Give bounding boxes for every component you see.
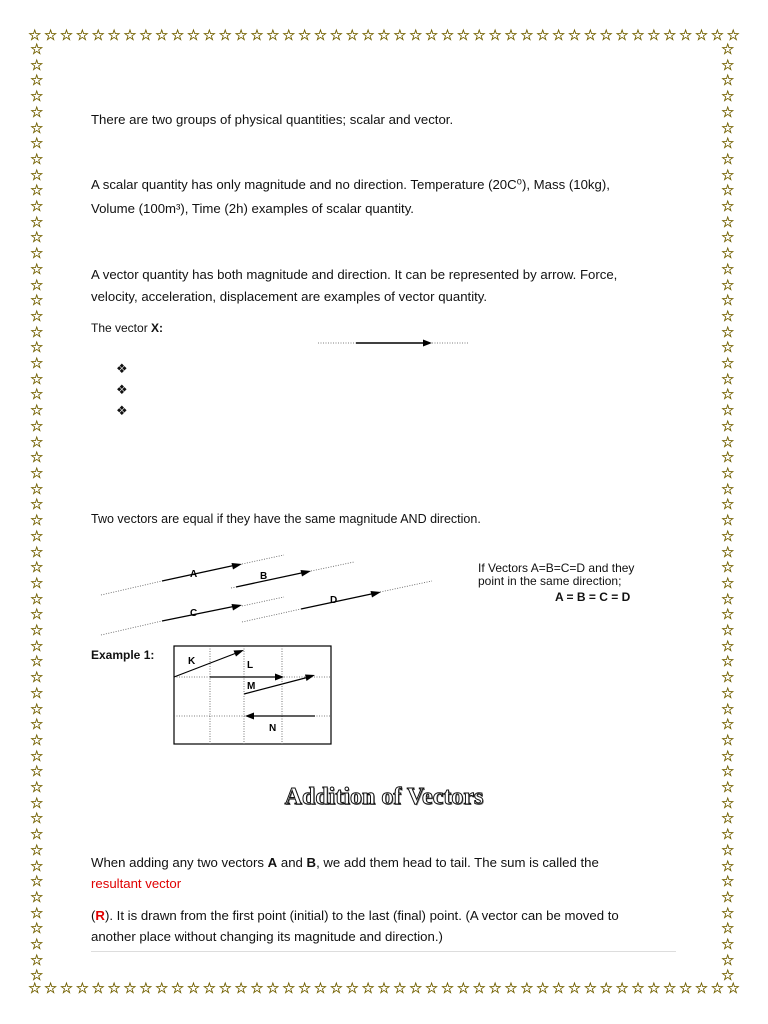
star-icon: ☆ bbox=[30, 779, 44, 797]
dotted-line-d-left bbox=[242, 609, 301, 622]
star-icon: ☆ bbox=[721, 464, 735, 482]
vector-b-arrow bbox=[236, 572, 306, 587]
star-icon: ☆ bbox=[536, 980, 550, 997]
star-icon: ☆ bbox=[721, 88, 735, 106]
star-icon: ☆ bbox=[721, 794, 735, 812]
star-icon: ☆ bbox=[520, 980, 534, 997]
dotted-line-c-left bbox=[101, 621, 162, 635]
star-icon: ☆ bbox=[721, 433, 735, 451]
star-icon: ☆ bbox=[567, 27, 582, 44]
star-icon: ☆ bbox=[30, 229, 44, 247]
equal-vectors-text: Two vectors are equal if they have the same magnitude AND direction. bbox=[91, 512, 481, 526]
star-icon: ☆ bbox=[721, 245, 735, 263]
star-icon: ☆ bbox=[30, 56, 44, 74]
star-icon: ☆ bbox=[678, 27, 693, 44]
star-icon: ☆ bbox=[721, 920, 735, 938]
vector-k-arrow bbox=[174, 652, 239, 677]
star-icon: ☆ bbox=[721, 904, 735, 922]
star-icon: ☆ bbox=[30, 951, 44, 969]
star-icon: ☆ bbox=[28, 980, 42, 997]
vector-m-arrowhead bbox=[305, 675, 315, 682]
star-icon: ☆ bbox=[30, 747, 44, 765]
star-icon: ☆ bbox=[28, 27, 42, 44]
bullet-item: ❖ bbox=[116, 403, 128, 418]
star-icon: ☆ bbox=[472, 27, 486, 44]
star-icon: ☆ bbox=[30, 150, 44, 168]
example-1-label: Example 1: bbox=[91, 648, 155, 662]
star-icon: ☆ bbox=[721, 182, 735, 200]
example-1-grid bbox=[172, 644, 334, 746]
star-icon: ☆ bbox=[721, 653, 735, 671]
star-icon: ☆ bbox=[30, 480, 44, 498]
star-icon: ☆ bbox=[139, 27, 153, 44]
star-icon: ☆ bbox=[721, 150, 735, 168]
star-icon: ☆ bbox=[721, 41, 735, 58]
star-icon: ☆ bbox=[170, 980, 185, 997]
star-icon: ☆ bbox=[30, 41, 44, 58]
star-icon: ☆ bbox=[504, 980, 518, 997]
scalar-line-1: A scalar quantity has only magnitude and no direction. Temperature (20C⁰), Mass (10kg), bbox=[91, 177, 610, 192]
star-icon: ☆ bbox=[313, 980, 328, 997]
note-line-1: If Vectors A=B=C=D and they bbox=[478, 561, 635, 575]
star-icon: ☆ bbox=[30, 72, 44, 90]
star-icon: ☆ bbox=[43, 27, 58, 44]
star-icon: ☆ bbox=[30, 182, 44, 200]
star-icon: ☆ bbox=[721, 543, 735, 561]
star-icon: ☆ bbox=[694, 980, 709, 997]
star-icon: ☆ bbox=[721, 166, 735, 184]
intro-text: There are two groups of physical quantities; scalar and vector. bbox=[91, 112, 454, 127]
star-icon: ☆ bbox=[91, 980, 105, 997]
star-icon: ☆ bbox=[313, 27, 328, 44]
star-icon: ☆ bbox=[30, 355, 44, 373]
star-icon: ☆ bbox=[551, 27, 566, 44]
star-icon: ☆ bbox=[647, 980, 661, 997]
star-icon: ☆ bbox=[297, 980, 312, 997]
star-icon: ☆ bbox=[615, 27, 629, 44]
star-icon: ☆ bbox=[361, 980, 375, 997]
star-icon: ☆ bbox=[377, 27, 391, 44]
star-icon: ☆ bbox=[721, 873, 735, 891]
star-icon: ☆ bbox=[583, 980, 598, 997]
vector-line-1: A vector quantity has both magnitude and direction. It can be represented by arrow. Force, bbox=[91, 267, 618, 282]
star-icon: ☆ bbox=[30, 496, 44, 514]
vector-c-arrow bbox=[162, 606, 236, 621]
star-icon: ☆ bbox=[710, 27, 725, 44]
star-icon: ☆ bbox=[30, 920, 44, 938]
vector-c-arrowhead bbox=[232, 604, 243, 611]
star-icon: ☆ bbox=[721, 747, 735, 765]
star-icon: ☆ bbox=[107, 980, 121, 997]
bullet-item: ❖ bbox=[116, 382, 128, 397]
star-icon: ☆ bbox=[488, 980, 502, 997]
star-icon: ☆ bbox=[721, 119, 735, 137]
star-icon: ☆ bbox=[345, 27, 359, 44]
label-c: C bbox=[190, 608, 198, 619]
star-icon: ☆ bbox=[721, 307, 735, 325]
star-icon: ☆ bbox=[424, 27, 439, 44]
star-icon: ☆ bbox=[30, 213, 44, 231]
star-border-left bbox=[30, 42, 43, 984]
star-icon: ☆ bbox=[721, 480, 735, 498]
star-icon: ☆ bbox=[123, 27, 137, 44]
star-icon: ☆ bbox=[721, 323, 735, 341]
star-icon: ☆ bbox=[250, 980, 264, 997]
star-icon: ☆ bbox=[536, 27, 550, 44]
star-icon: ☆ bbox=[30, 543, 44, 561]
star-icon: ☆ bbox=[721, 731, 735, 749]
star-icon: ☆ bbox=[551, 980, 566, 997]
scalar-line-2: Volume (100m³), Time (2h) examples of scalar quantity. bbox=[91, 201, 414, 216]
star-icon: ☆ bbox=[721, 574, 735, 592]
star-icon: ☆ bbox=[30, 464, 44, 482]
label-l: L bbox=[247, 660, 254, 671]
star-icon: ☆ bbox=[139, 980, 153, 997]
star-icon: ☆ bbox=[43, 980, 58, 997]
star-icon: ☆ bbox=[30, 590, 44, 608]
star-icon: ☆ bbox=[30, 653, 44, 671]
star-icon: ☆ bbox=[30, 276, 44, 294]
star-icon: ☆ bbox=[615, 980, 629, 997]
star-icon: ☆ bbox=[721, 496, 735, 514]
star-icon: ☆ bbox=[721, 622, 735, 640]
star-icon: ☆ bbox=[234, 27, 248, 44]
label-d: D bbox=[330, 595, 338, 606]
star-icon: ☆ bbox=[721, 512, 735, 530]
star-icon: ☆ bbox=[30, 527, 44, 545]
equal-vectors-diagram bbox=[96, 550, 436, 640]
star-icon: ☆ bbox=[361, 27, 375, 44]
star-icon: ☆ bbox=[721, 355, 735, 373]
star-icon: ☆ bbox=[218, 27, 232, 44]
star-icon: ☆ bbox=[721, 417, 735, 435]
star-icon: ☆ bbox=[30, 841, 44, 859]
star-icon: ☆ bbox=[250, 27, 264, 44]
vector-b-arrowhead bbox=[301, 570, 312, 577]
dotted-line-c-right bbox=[242, 597, 284, 606]
star-icon: ☆ bbox=[721, 198, 735, 216]
star-icon: ☆ bbox=[30, 323, 44, 341]
star-icon: ☆ bbox=[721, 527, 735, 545]
star-icon: ☆ bbox=[721, 716, 735, 734]
vector-a-bold: A bbox=[267, 855, 278, 870]
star-icon: ☆ bbox=[59, 980, 74, 997]
vector-a-arrowhead bbox=[232, 563, 243, 570]
dotted-line-b-right bbox=[311, 562, 354, 571]
star-icon: ☆ bbox=[721, 637, 735, 655]
star-icon: ☆ bbox=[30, 857, 44, 875]
star-icon: ☆ bbox=[721, 292, 735, 310]
star-icon: ☆ bbox=[721, 841, 735, 859]
star-icon: ☆ bbox=[424, 980, 439, 997]
star-icon: ☆ bbox=[456, 27, 471, 44]
star-icon: ☆ bbox=[266, 980, 280, 997]
star-icon: ☆ bbox=[440, 27, 455, 44]
star-icon: ☆ bbox=[721, 606, 735, 624]
star-icon: ☆ bbox=[30, 166, 44, 184]
star-icon: ☆ bbox=[30, 88, 44, 106]
star-icon: ☆ bbox=[599, 27, 613, 44]
star-icon: ☆ bbox=[91, 27, 105, 44]
star-icon: ☆ bbox=[329, 27, 344, 44]
vector-l-arrowhead bbox=[275, 674, 284, 681]
star-icon: ☆ bbox=[266, 27, 280, 44]
vector-x-arrowhead bbox=[423, 340, 432, 347]
star-icon: ☆ bbox=[409, 27, 423, 44]
resultant-vector-term: resultant vector bbox=[91, 876, 182, 891]
star-icon: ☆ bbox=[30, 417, 44, 435]
vector-x-label bbox=[91, 318, 163, 339]
star-icon: ☆ bbox=[599, 980, 613, 997]
star-icon: ☆ bbox=[30, 716, 44, 734]
star-icon: ☆ bbox=[721, 810, 735, 828]
star-icon: ☆ bbox=[75, 980, 90, 997]
divider bbox=[91, 951, 676, 952]
note-line-3: A = B = C = D bbox=[555, 590, 631, 604]
star-icon: ☆ bbox=[721, 72, 735, 90]
star-icon: ☆ bbox=[59, 27, 74, 44]
star-icon: ☆ bbox=[30, 904, 44, 922]
star-icon: ☆ bbox=[694, 27, 709, 44]
label-b: B bbox=[260, 571, 268, 582]
star-icon: ☆ bbox=[721, 135, 735, 153]
star-icon: ☆ bbox=[721, 684, 735, 702]
star-icon: ☆ bbox=[721, 213, 735, 231]
star-icon: ☆ bbox=[30, 606, 44, 624]
star-icon: ☆ bbox=[30, 512, 44, 530]
vector-x-prefix: The vector bbox=[91, 321, 152, 335]
star-icon: ☆ bbox=[721, 449, 735, 467]
star-icon: ☆ bbox=[504, 27, 518, 44]
star-icon: ☆ bbox=[30, 669, 44, 687]
star-icon: ☆ bbox=[721, 888, 735, 906]
star-icon: ☆ bbox=[234, 980, 248, 997]
star-icon: ☆ bbox=[721, 103, 735, 121]
dotted-line-b-left bbox=[231, 587, 236, 588]
star-icon: ☆ bbox=[297, 27, 312, 44]
star-icon: ☆ bbox=[409, 980, 423, 997]
addition-text-b: and bbox=[277, 855, 307, 870]
label-n: N bbox=[269, 723, 277, 734]
star-icon: ☆ bbox=[30, 449, 44, 467]
star-icon: ☆ bbox=[567, 980, 582, 997]
bullet-item: ❖ bbox=[116, 361, 128, 376]
vector-n-arrowhead bbox=[245, 713, 254, 720]
star-icon: ☆ bbox=[710, 980, 725, 997]
star-icon: ☆ bbox=[721, 779, 735, 797]
star-icon: ☆ bbox=[726, 980, 740, 997]
addition-text-c: , we add them head to tail. The sum is called the bbox=[316, 855, 599, 870]
star-icon: ☆ bbox=[345, 980, 359, 997]
note-line-2: point in the same direction; bbox=[478, 574, 622, 588]
star-icon: ☆ bbox=[721, 229, 735, 247]
star-icon: ☆ bbox=[30, 119, 44, 137]
star-icon: ☆ bbox=[663, 980, 677, 997]
star-icon: ☆ bbox=[30, 339, 44, 357]
label-k: K bbox=[188, 656, 196, 667]
star-icon: ☆ bbox=[440, 980, 455, 997]
star-icon: ☆ bbox=[721, 826, 735, 844]
star-icon: ☆ bbox=[721, 559, 735, 577]
star-icon: ☆ bbox=[30, 260, 44, 278]
star-icon: ☆ bbox=[30, 731, 44, 749]
star-icon: ☆ bbox=[30, 386, 44, 404]
star-icon: ☆ bbox=[393, 27, 407, 44]
star-icon: ☆ bbox=[678, 980, 693, 997]
star-icon: ☆ bbox=[75, 27, 90, 44]
star-icon: ☆ bbox=[202, 27, 217, 44]
star-icon: ☆ bbox=[721, 700, 735, 718]
star-icon: ☆ bbox=[329, 980, 344, 997]
star-icon: ☆ bbox=[30, 559, 44, 577]
star-icon: ☆ bbox=[155, 27, 169, 44]
star-icon: ☆ bbox=[218, 980, 232, 997]
star-icon: ☆ bbox=[30, 700, 44, 718]
star-icon: ☆ bbox=[30, 873, 44, 891]
addition-line-3-text: ). It is drawn from the first point (initial) to the last (final) point. (A vector can be moved to bbox=[104, 908, 619, 923]
star-icon: ☆ bbox=[472, 980, 486, 997]
star-icon: ☆ bbox=[726, 27, 740, 44]
star-icon: ☆ bbox=[30, 402, 44, 420]
star-icon: ☆ bbox=[155, 980, 169, 997]
star-icon: ☆ bbox=[30, 307, 44, 325]
star-icon: ☆ bbox=[721, 339, 735, 357]
addition-line-3 bbox=[91, 905, 619, 926]
open-paren: ( bbox=[91, 908, 96, 923]
star-icon: ☆ bbox=[282, 27, 296, 44]
star-icon: ☆ bbox=[456, 980, 471, 997]
star-icon: ☆ bbox=[282, 980, 296, 997]
star-icon: ☆ bbox=[721, 260, 735, 278]
star-icon: ☆ bbox=[721, 967, 735, 985]
dotted-line-d-right bbox=[380, 581, 432, 592]
star-icon: ☆ bbox=[30, 135, 44, 153]
bullet-list bbox=[116, 358, 128, 421]
r-symbol: R bbox=[95, 908, 105, 923]
label-m: M bbox=[247, 681, 256, 692]
vector-k-arrowhead bbox=[234, 650, 245, 657]
star-icon: ☆ bbox=[202, 980, 217, 997]
star-icon: ☆ bbox=[30, 684, 44, 702]
star-icon: ☆ bbox=[30, 763, 44, 781]
star-icon: ☆ bbox=[30, 245, 44, 263]
star-icon: ☆ bbox=[30, 433, 44, 451]
star-icon: ☆ bbox=[631, 980, 645, 997]
star-icon: ☆ bbox=[393, 980, 407, 997]
vector-d-arrow bbox=[301, 593, 376, 609]
star-icon: ☆ bbox=[30, 292, 44, 310]
star-icon: ☆ bbox=[30, 794, 44, 812]
star-icon: ☆ bbox=[663, 27, 677, 44]
star-icon: ☆ bbox=[30, 574, 44, 592]
star-icon: ☆ bbox=[377, 980, 391, 997]
vector-a-arrow bbox=[162, 565, 236, 581]
star-icon: ☆ bbox=[186, 980, 201, 997]
star-icon: ☆ bbox=[107, 27, 121, 44]
vector-d-arrowhead bbox=[371, 591, 382, 598]
star-icon: ☆ bbox=[30, 198, 44, 216]
star-icon: ☆ bbox=[631, 27, 645, 44]
star-icon: ☆ bbox=[721, 386, 735, 404]
star-icon: ☆ bbox=[30, 103, 44, 121]
star-icon: ☆ bbox=[647, 27, 661, 44]
star-icon: ☆ bbox=[721, 936, 735, 954]
vector-x-name: X: bbox=[151, 321, 164, 335]
star-icon: ☆ bbox=[30, 826, 44, 844]
vector-b-bold: B bbox=[306, 855, 317, 870]
addition-line-4: another place without changing its magnitude and direction.) bbox=[91, 929, 443, 944]
star-icon: ☆ bbox=[30, 370, 44, 388]
vector-line-2: velocity, acceleration, displacement are examples of vector quantity. bbox=[91, 289, 488, 304]
addition-text-a: When adding any two vectors bbox=[91, 855, 268, 870]
star-icon: ☆ bbox=[30, 936, 44, 954]
dotted-line-a-left bbox=[101, 581, 162, 595]
star-border-bottom bbox=[28, 981, 740, 996]
addition-line-1 bbox=[91, 852, 599, 873]
star-icon: ☆ bbox=[583, 27, 598, 44]
star-icon: ☆ bbox=[721, 590, 735, 608]
star-icon: ☆ bbox=[721, 56, 735, 74]
dotted-line-a-right bbox=[242, 555, 284, 564]
star-icon: ☆ bbox=[123, 980, 137, 997]
star-icon: ☆ bbox=[721, 857, 735, 875]
star-icon: ☆ bbox=[186, 27, 201, 44]
star-icon: ☆ bbox=[30, 622, 44, 640]
star-icon: ☆ bbox=[721, 951, 735, 969]
label-a: A bbox=[190, 569, 198, 580]
star-icon: ☆ bbox=[30, 810, 44, 828]
star-icon: ☆ bbox=[170, 27, 185, 44]
star-icon: ☆ bbox=[520, 27, 534, 44]
star-icon: ☆ bbox=[30, 967, 44, 985]
vector-x-diagram bbox=[316, 336, 471, 350]
star-border-right bbox=[721, 42, 734, 984]
star-icon: ☆ bbox=[488, 27, 502, 44]
star-icon: ☆ bbox=[721, 763, 735, 781]
star-icon: ☆ bbox=[721, 370, 735, 388]
star-icon: ☆ bbox=[30, 888, 44, 906]
star-icon: ☆ bbox=[30, 637, 44, 655]
equal-vectors-note bbox=[478, 562, 634, 604]
star-border-top bbox=[28, 28, 740, 43]
star-icon: ☆ bbox=[721, 276, 735, 294]
star-icon: ☆ bbox=[721, 402, 735, 420]
section-title: Addition of Vectors bbox=[284, 784, 484, 810]
star-icon: ☆ bbox=[721, 669, 735, 687]
